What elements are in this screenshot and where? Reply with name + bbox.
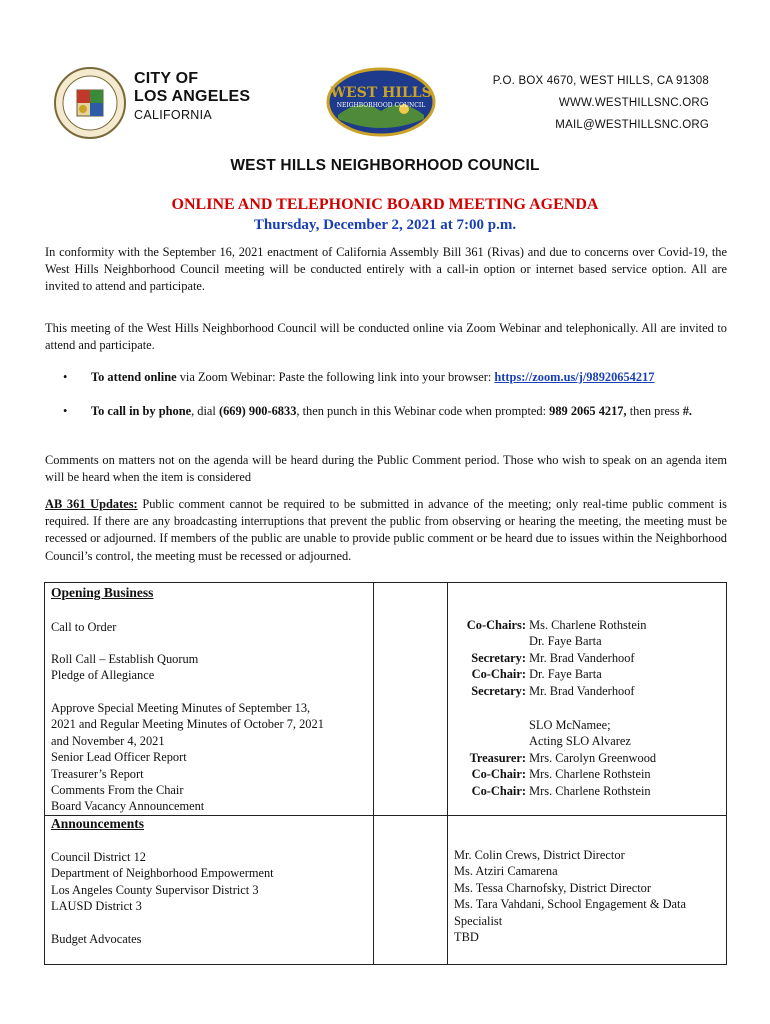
table-divider — [447, 583, 448, 964]
phone-text-2: , then punch in this Webinar code when prompted: — [296, 404, 550, 418]
officer-name: Mrs. Charlene Rothstein — [529, 767, 651, 782]
item-budget-advocates: Budget Advocates — [51, 932, 142, 947]
item-lausd: LAUSD District 3 — [51, 899, 142, 914]
presenter-name: Ms. Tara Vahdani, School Engagement & Data — [454, 897, 686, 912]
item-call-to-order: Call to Order — [51, 620, 117, 634]
council-name: WEST HILLS NEIGHBORHOOD COUNCIL — [230, 157, 540, 174]
minutes-line-2: 2021 and Regular Meeting Minutes of October 7, 2021 — [51, 717, 324, 732]
phone-number: (669) 900-6833 — [218, 404, 297, 418]
logo-title: WEST HILLS — [330, 85, 432, 101]
item-dne: Department of Neighborhood Empowerment — [51, 866, 274, 881]
bullet-dot-icon: • — [63, 370, 68, 384]
phone-label: To call in by phone — [91, 404, 192, 418]
role-cochair: Co-Chair: — [471, 667, 526, 682]
contact-block — [493, 70, 709, 136]
item-county-supervisor: Los Angeles County Supervisor District 3 — [51, 882, 259, 897]
presenter-name: Specialist — [454, 913, 503, 928]
agenda-table — [44, 582, 727, 965]
officer-name: Ms. Charlene Rothstein — [529, 618, 647, 632]
item-treasurer-report: Treasurer’s Report — [51, 766, 144, 781]
role-cochair: Co-Chair: — [471, 783, 526, 798]
officer-name: Dr. Faye Barta — [529, 667, 602, 682]
bullet-phone — [63, 403, 727, 420]
website[interactable]: WWW.WESTHILLSNC.ORG — [558, 97, 709, 109]
table-divider — [373, 583, 374, 964]
role-secretary: Secretary: — [471, 683, 526, 698]
phone-text-1: , dial — [191, 404, 219, 418]
city-line-3: CALIFORNIA — [134, 107, 213, 122]
item-pledge: Pledge of Allegiance — [51, 668, 155, 682]
presenters-list — [454, 847, 686, 945]
ab361-text: Public comment cannot be required to be submitted in advance of the meeting; only real-time public comment is required. If there are any broadcasting interruptions that prevent the public from observing or hearing the meeting, the meeting must be recessed or adjourned. If members of the public are unable to provide public comment or be heard due to issues within the Neighborhood Council’s control, the meeting must be recessed or adjourned. — [45, 497, 727, 563]
officer-name: Mrs. Carolyn Greenwood — [529, 750, 657, 765]
presenter-name: Ms. Atziri Camarena — [454, 864, 558, 879]
zoom-link[interactable]: https://zoom.us/j/98920654217 — [494, 370, 655, 384]
announcements-list — [51, 849, 274, 947]
west-hills-logo — [326, 67, 436, 137]
item-board-vacancy: Board Vacancy Announcement — [51, 799, 205, 814]
officers-block — [454, 617, 646, 699]
slo-line-1: SLO McNamee; — [529, 718, 611, 732]
presenter-name: Ms. Tessa Charnofsky, District Director — [454, 880, 652, 895]
item-minutes — [51, 700, 324, 815]
city-line-2: LOS ANGELES — [134, 87, 251, 105]
minutes-line-3: and November 4, 2021 — [51, 733, 165, 748]
officer-name: Mr. Brad Vanderhoof — [529, 683, 635, 698]
ab361-label: AB 361 Updates: — [45, 497, 138, 511]
role-treasurer: Treasurer: — [469, 750, 526, 765]
announcements-heading: Announcements — [51, 816, 145, 831]
slo-line-2: Acting SLO Alvarez — [529, 734, 631, 749]
online-meeting-paragraph: This meeting of the West Hills Neighborhood Council will be conducted online via Zoom Webinar and telephonically. All are invited to attend and participate. — [45, 321, 727, 353]
conformity-paragraph: In conformity with the September 16, 2021 enactment of California Assembly Bill 361 (Rivas) and due to concerns over Covid-19, the West Hills Neighborhood Council meeting will be conducted entirely with a call-in option or internet based service option. All are invited to attend and participate. — [45, 245, 727, 294]
role-cochairs: Co-Chairs: — [466, 618, 526, 632]
comments-paragraph: Comments on matters not on the agenda will be heard during the Public Comment period. Those who wish to speak on an agenda item will be heard when the item is considered — [45, 453, 727, 485]
phone-key: #. — [682, 404, 692, 418]
agenda-title: ONLINE AND TELEPHONIC BOARD MEETING AGENDA — [171, 196, 599, 213]
officer-name: Dr. Faye Barta — [529, 634, 602, 649]
presenter-name: TBD — [454, 930, 479, 945]
online-text: via Zoom Webinar: Paste the following link into your browser: — [176, 370, 495, 384]
address: P.O. BOX 4670, WEST HILLS, CA 91308 — [492, 75, 709, 87]
city-line-1: CITY OF — [134, 70, 199, 87]
webinar-code: 989 2065 4217, — [549, 404, 627, 418]
ab361-paragraph — [45, 496, 727, 565]
role-secretary: Secretary: — [471, 650, 526, 665]
officer-name: Mr. Brad Vanderhoof — [529, 650, 635, 665]
presenter-name: Mr. Colin Crews, District Director — [454, 848, 625, 862]
email[interactable]: MAIL@WESTHILLSNC.ORG — [555, 119, 709, 131]
item-slo-report: Senior Lead Officer Report — [51, 750, 187, 765]
bullet-online — [63, 369, 727, 386]
role-cochair: Co-Chair: — [471, 767, 526, 782]
agenda-date: Thursday, December 2, 2021 at 7:00 p.m. — [253, 217, 517, 233]
logo-subtitle: NEIGHBORHOOD COUNCIL — [336, 102, 426, 109]
city-seal-icon — [53, 66, 127, 140]
online-label: To attend online — [91, 370, 177, 384]
opening-business-heading: Opening Business — [51, 585, 154, 600]
reports-block — [454, 717, 656, 799]
bullet-dot-icon: • — [63, 404, 68, 418]
item-council-district: Council District 12 — [51, 850, 146, 864]
item-roll-call: Roll Call – Establish Quorum — [51, 652, 199, 666]
item-chair-comments: Comments From the Chair — [51, 783, 184, 798]
minutes-line-1: Approve Special Meeting Minutes of September 13, — [51, 701, 311, 715]
officer-name: Mrs. Charlene Rothstein — [529, 783, 651, 798]
city-block — [134, 70, 250, 122]
table-divider — [45, 815, 726, 816]
phone-text-3: then press — [626, 404, 683, 418]
